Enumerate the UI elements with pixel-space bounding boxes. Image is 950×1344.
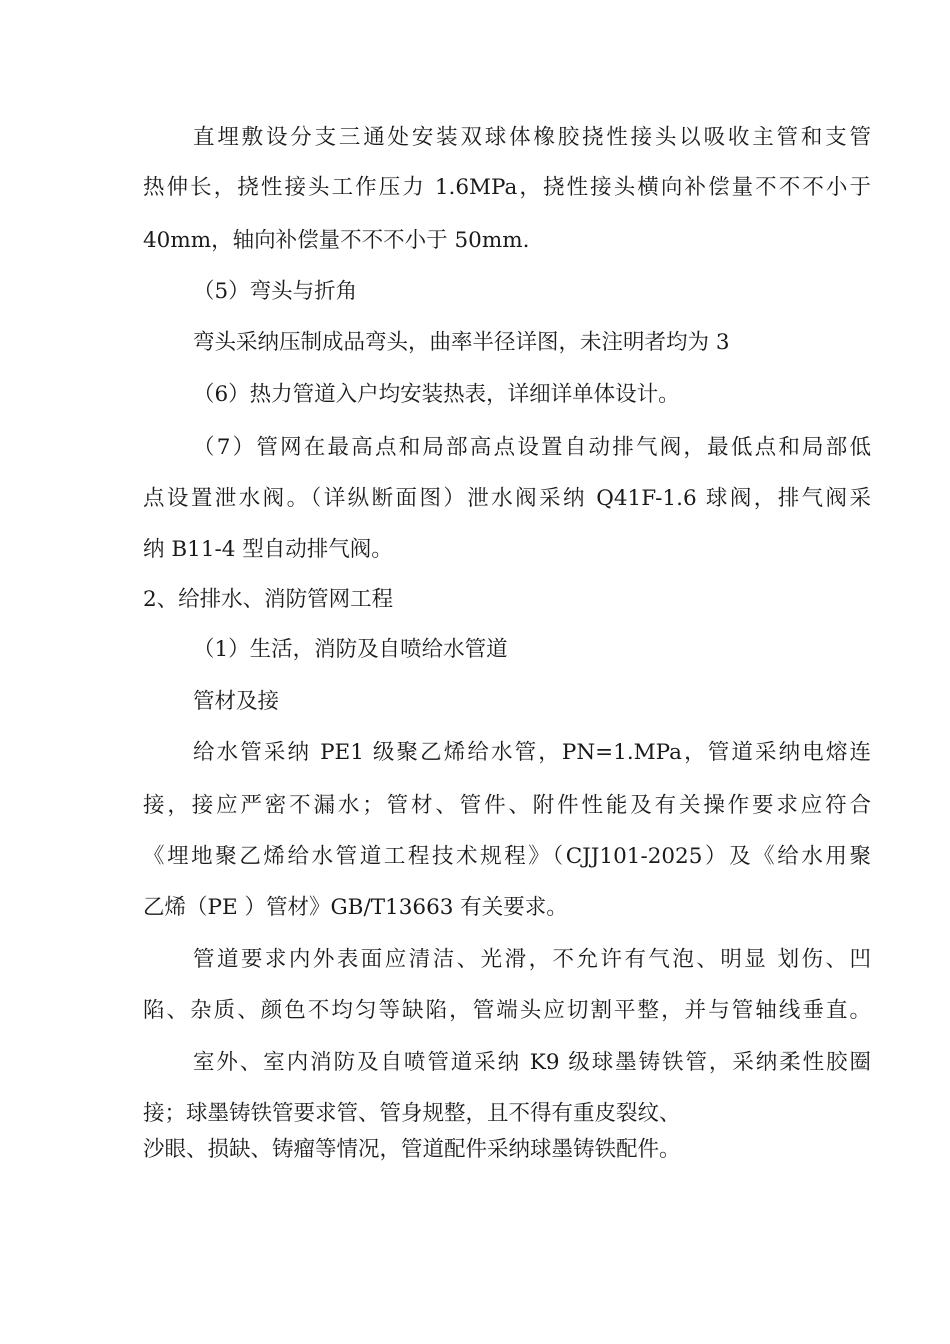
paragraph-line: 管道要求内外表面应清洁、光滑，不允许有气泡、明显 划伤、凹 (193, 947, 871, 972)
paragraph-line: 《埋地聚乙烯给水管道工程技术规程》（CJJ101-2025）及《给水用聚 (143, 844, 871, 869)
paragraph-line: 热伸长，挠性接头工作压力 1.6MPa，挠性接头横向补偿量不不不小于 (143, 175, 871, 200)
paragraph-line: （6）热力管道入户均安装热表，详细详单体设计。 (193, 382, 680, 407)
section-heading: （5）弯头与折角 (193, 279, 358, 304)
paragraph-line: 弯头采纳压制成品弯头，曲率半径详图，未注明者均为 3 (193, 330, 730, 355)
paragraph-line: 直埋敷设分支三通处安装双球体橡胶挠性接头以吸收主管和支管 (193, 125, 871, 150)
paragraph-line: 乙烯（PE ）管材》GB/T13663 有关要求。 (143, 895, 568, 920)
paragraph-line: 沙眼、损缺、铸瘤等情况，管道配件采纳球墨铸铁配件。 (143, 1137, 681, 1162)
section-heading: 2、给排水、消防管网工程 (143, 587, 394, 612)
section-heading: （1）生活，消防及自喷给水管道 (193, 637, 508, 662)
paragraph-line: 室外、室内消防及自喷管道采纳 K9 级球墨铸铁管，采纳柔性胶圈 (193, 1050, 871, 1075)
paragraph-line: 接；球墨铸铁管要求管、管身规整，且不得有重皮裂纹、 (143, 1101, 681, 1126)
paragraph-line: （7）管网在最高点和局部高点设置自动排气阀，最低点和局部低 (193, 435, 871, 460)
paragraph-line: 给水管采纳 PE1 级聚乙烯给水管，PN=1.MPa，管道采纳电熔连 (193, 740, 871, 765)
paragraph-line: 点设置泄水阀。（详纵断面图）泄水阀采纳 Q41F-1.6 球阀，排气阀采 (143, 486, 871, 511)
paragraph-line: 纳 B11-4 型自动排气阀。 (143, 537, 393, 562)
paragraph-line: 接，接应严密不漏水；管材、管件、附件性能及有关操作要求应符合 (143, 793, 871, 818)
paragraph-line: 陷、杂质、颜色不均匀等缺陷，管端头应切割平整，并与管轴线垂直。 (143, 998, 871, 1023)
section-heading: 管材及接 (193, 689, 280, 714)
paragraph-line: 40mm，轴向补偿量不不不小于 50mm. (143, 228, 530, 253)
